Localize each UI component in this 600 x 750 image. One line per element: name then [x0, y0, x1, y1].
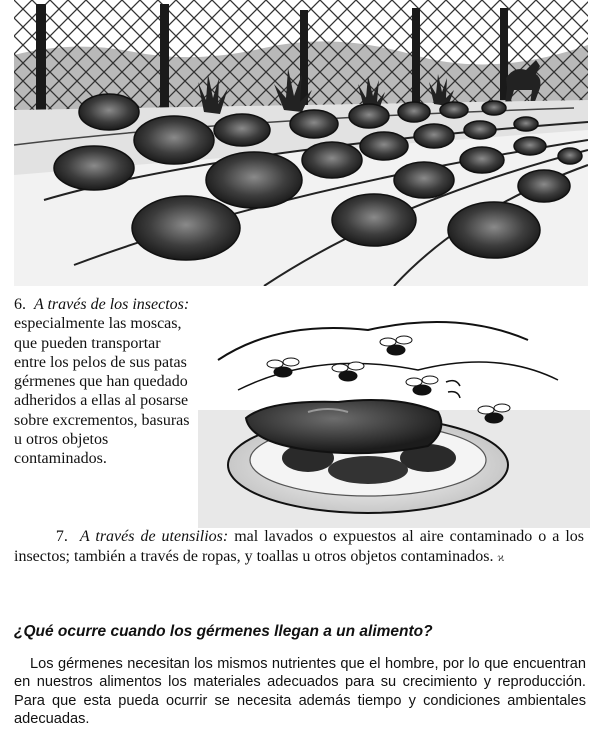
item-6-title: A través de los insectos: [34, 296, 190, 313]
item-7-title: A través de utensilios: [79, 528, 229, 545]
item-7 [14, 527, 584, 567]
item-6 [14, 295, 196, 469]
fly-icon [267, 358, 299, 377]
garden-illustration [14, 0, 588, 286]
item-6-text: especialmente las moscas, que pueden transportar entre los pelos de sus patas gérmenes que han quedado adheridos a ellas al posarse sobre excrementos, basuras u otros objetos contaminados. [14, 315, 190, 468]
item-7-number: 7. [55, 528, 68, 545]
section-heading: ¿Qué ocurre cuando los gérmenes llegan a un alimento? [14, 623, 433, 640]
body-paragraph: Los gérmenes necesitan los mismos nutrientes que el hombre, por lo que encuentran en nuestros alimentos los materiales adecuados para su crecimiento y reproducción. Para que esta pueda ocurrir se necesita además tiempo y condiciones ambientales adecuadas. [14, 656, 586, 728]
item-7-text: mal lavados o expuestos al aire contaminado o a los insectos; también a través de ropas, y toallas u otros objetos contaminados. [14, 528, 585, 565]
flies-on-food-illustration [198, 300, 590, 528]
item-6-number: 6. [14, 296, 26, 313]
handwritten-mark: ϰ [497, 550, 505, 564]
